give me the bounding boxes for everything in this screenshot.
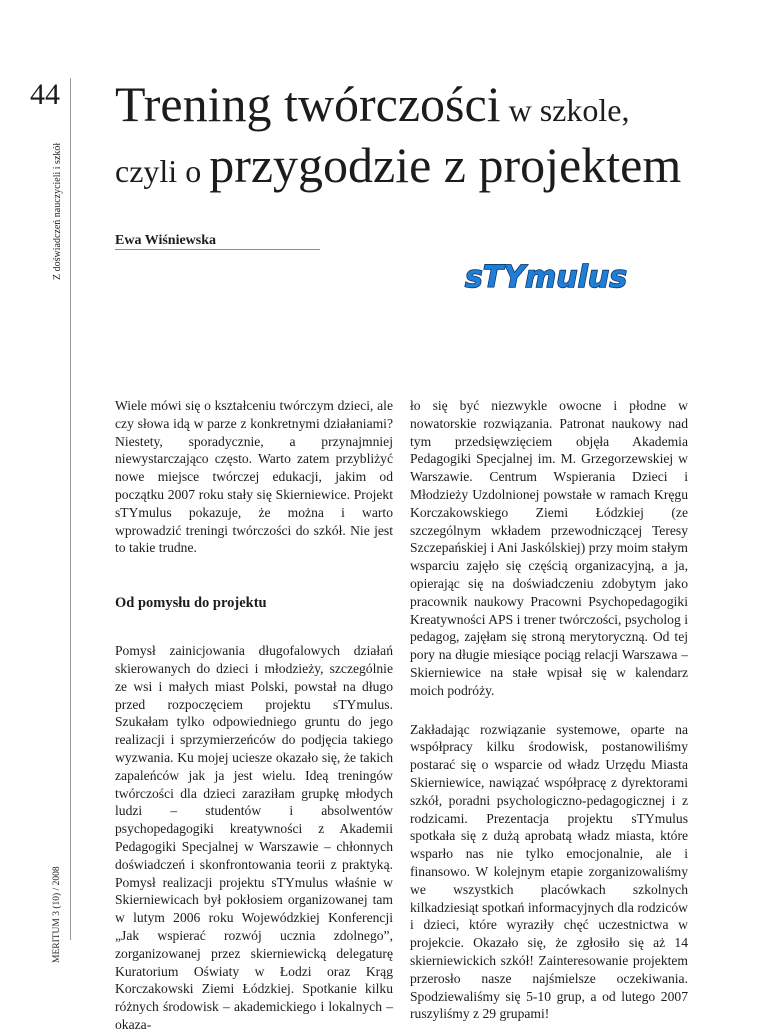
title-part-1: Trening twórczości <box>115 76 501 132</box>
article-title <box>115 76 735 198</box>
intro-paragraph: Wiele mówi się o kształceniu twórczym dzieci, ale czy słowa idą w parze z konkretnymi działaniami? Niestety, sporadycznie, a przynajmniej niewystarczająco często. Warto zatem przybliżyć nowe miejsce twórczej edukacji, jakim od początku 2007 roku stały się Skierniewice. Projekt sTYmulus pokazuje, że można i warto wprowadzić treningi twórczości do szkół. Nie jest to takie trudne. <box>115 398 393 556</box>
logo-text: sTYmulus <box>464 260 628 295</box>
body-paragraph-1-continued: ło się być niezwykle owocne i płodne w nowatorskie rozwiązania. Patronat naukowy nad tym przedsięwzięciem objęła Akademia Pedagogiki Specjalnej im. M. Grzegorzewskiej w Warszawie. Centrum Wspierania Dzieci i Młodzieży Uzdolnionej powstałe w ramach Kręgu Korczakowskiego Ziemi Łódzkiej (ze szczególnym wkładem przewodniczącej Teresy Szczepańskiej i Ani Jaskólskiej) przy moim stałym wsparciu zajęło się częścią organizacyjną, a ja, opierając się na doświadczeniu zdobytym jako pracownik naukowy Pracowni Psychopedagogiki Kreatywności APS i trener twórczości, psycholog i pedagog, zajęłam się stroną merytoryczną. Od tej pory na długie miesiące pociąg relacji Warszawa – Skierniewice na stałe wpisał się w kalendarz moich podróży. <box>410 398 688 698</box>
title-part-2: w szkole, <box>500 92 630 128</box>
journal-issue: MERITUM 3 (10) / 2008 <box>52 866 62 963</box>
column-right <box>410 397 688 1023</box>
stymulus-logo <box>455 256 637 296</box>
page-number: 44 <box>30 78 60 111</box>
body-paragraph-2: Zakładając rozwiązanie systemowe, oparte na współpracy kilku środowisk, postanowiliśmy postarać się o wsparcie od władz Urzędu Miasta Skierniewice, nawiązać współpracę z dyrektorami szkół, poradni psychologiczno-pedagogicznej i z rodzicami. Prezentacja projektu sTYmulus spotkała się z dużą aprobatą władz miasta, które wsparło nas nie tylko emocjonalnie, ale i finansowo. W kolejnym etapie zorganizowaliśmy we wszystkich placówkach szkolnych kilkadziesiąt spotkań informacyjnych dla rodziców i dzieci, które wyraziły chęć uczestnictwa w projekcie. Okazało się, że zgłosiło się aż 14 skierniewickich szkół! Zainteresowanie projektem przerosło nasze najśmielsze oczekiwania. Spodziewaliśmy się 5-10 grup, a od lutego 2007 ruszyliśmy z 29 grupami! <box>410 721 688 1022</box>
title-part-4: przygodzie z projektem <box>209 137 682 193</box>
column-left <box>115 397 393 1034</box>
author-name: Ewa Wiśniewska <box>115 233 217 248</box>
author-underline <box>115 249 320 250</box>
section-heading: Od pomysłu do projektu <box>115 595 267 612</box>
section-label: Z doświadczeń nauczycieli i szkół <box>52 142 63 280</box>
margin-rule <box>70 78 71 940</box>
body-paragraph-1: Pomysł zainicjowania długofalowych działań skierowanych do dzieci i młodzieży, szczególnie ze wsi i małych miast Polski, powstał na długo przed rozpoczęciem projektu sTYmulus. Szukałam tylko odpowiedniego gruntu do jego realizacji i sprzymierzeńców do podjęcia takiego wyzwania. Ku mojej uciesze okazało się, że takich zapaleńców jak ja jest wielu. Ideą treningów twórczości dla dzieci zaraziłam grupkę młodych ludzi – studentów i absolwentów psychopedagogiki kreatywności z Akademii Pedagogiki Specjalnej w Warszawie – chłonnych doświadczeń i skonfrontowania teorii z praktyką. Pomysł realizacji projektu sTYmulus właśnie w Skierniewicach był pokłosiem organizowanej tam w lutym 2006 roku Wojewódzkiej Konferencji „Jak wspierać rozwój ucznia zdolnego”, zorganizowanej przez skierniewicką delegaturę Kuratorium Oświaty w Łodzi oraz Krąg Korczakowski Ziemi Łódzkiej. Spotkanie kilku różnych środowisk – akademickiego i lokalnych – okaza- <box>115 643 393 1032</box>
title-part-3: czyli o <box>115 153 210 189</box>
